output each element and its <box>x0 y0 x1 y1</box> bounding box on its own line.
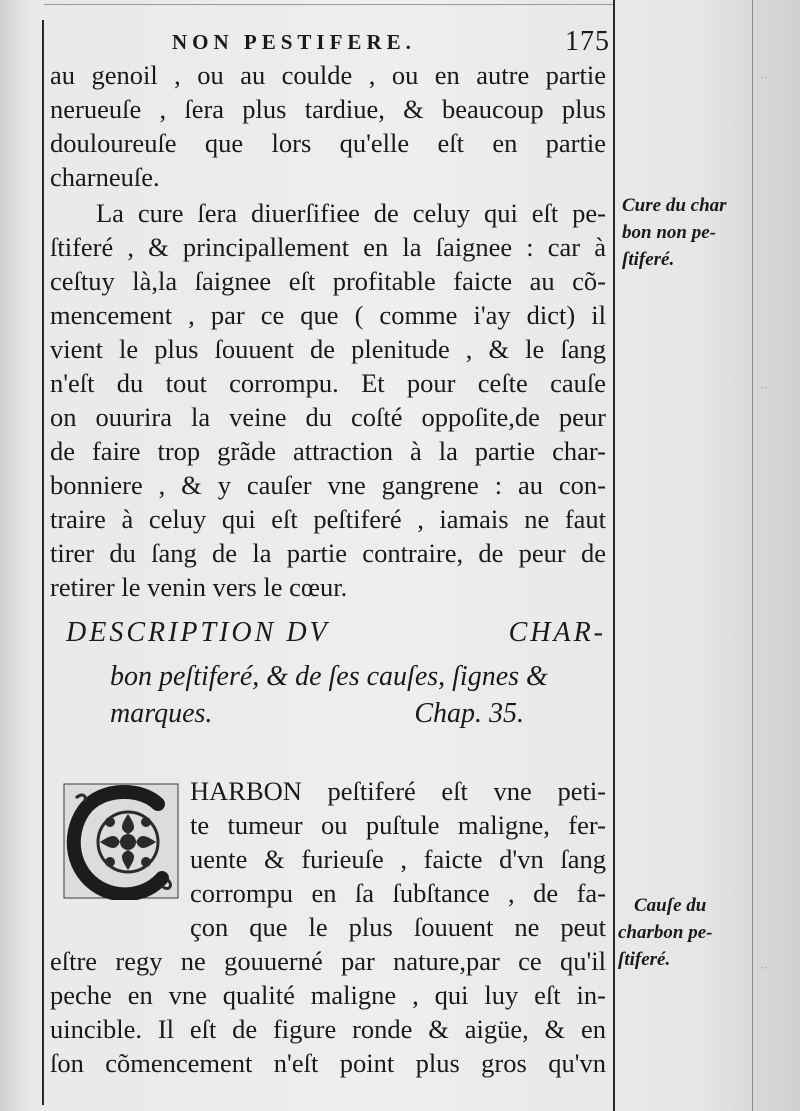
margin-note-line: charbon pe- <box>618 922 713 943</box>
marginal-column-rule <box>613 0 615 1111</box>
text-line: douloureuſe que lors qu'elle eſt en partie <box>50 128 606 158</box>
text-line: mencement , par ce que ( comme i'ay dict) il <box>50 300 606 330</box>
text-line: charneuſe. <box>50 162 160 192</box>
margin-note-line: bon non pe- <box>622 222 716 243</box>
text-line: ceſtuy là,la ſaignee eſt profitable faicte au cõ- <box>50 266 606 296</box>
left-margin-rule <box>42 20 44 1105</box>
text-line: uente & furieuſe , faicte d'vn ſang <box>190 844 606 874</box>
text-line: uincible. Il eſt de figure ronde & aigüe, & en <box>50 1014 606 1044</box>
top-rule <box>44 4 614 5</box>
chapter-title-marques: marques. <box>110 698 213 729</box>
margin-note-cause <box>618 892 712 973</box>
text-line: nerueuſe , ſera plus tardiue, & beaucoup plus <box>50 94 606 124</box>
margin-note-line: Cure du char <box>622 195 727 216</box>
text-line: te tumeur ou puſtule maligne, fer- <box>190 810 606 840</box>
show-through-mark: ·· <box>760 70 768 87</box>
text-line: corrompu en ſa ſubſtance , de fa- <box>190 878 606 908</box>
margin-note-cure <box>622 192 727 273</box>
margin-note-line: ſtiferé. <box>622 249 675 270</box>
ornamental-c-icon <box>62 782 180 900</box>
chapter-number: Chap. 35. <box>414 698 524 729</box>
text-line: au genoil , ou au coulde , ou en autre partie <box>50 60 606 90</box>
page-number: 175 <box>565 26 610 57</box>
text-line: bonniere , & y cauſer vne gangrene : au con- <box>50 470 606 500</box>
text-line: on ouurira la veine du coſté oppoſite,de peur <box>50 402 606 432</box>
chapter-title-part-a: DESCRIPTION DV <box>66 617 330 648</box>
text-line: La cure ſera diuerſifiee de celuy qui eſt pe- <box>96 198 606 228</box>
show-through-mark: ·· <box>760 960 768 977</box>
chapter-title-line-2: bon peſtiferé, & de ſes cauſes, ſignes & <box>110 661 548 692</box>
text-line: n'eſt du tout corrompu. Et pour ceſte cauſe <box>50 368 606 398</box>
margin-note-line: ſtiferé. <box>618 949 671 970</box>
page-header <box>44 26 610 62</box>
text-line: eſtre regy ne gouuerné par nature,par ce qu'il <box>50 946 606 976</box>
text-line: de faire trop grãde attraction à la partie char- <box>50 436 606 466</box>
decorated-initial <box>62 782 180 900</box>
margin-note-line: Cauſe du <box>634 895 707 916</box>
show-through-mark: ·· <box>760 380 768 397</box>
text-line: peche en vne qualité maligne , qui luy eſt in- <box>50 980 606 1010</box>
text-line: çon que le plus ſouuent ne peut <box>190 912 606 942</box>
text-line: retirer le venin vers le cœur. <box>50 572 348 602</box>
chapter-title-part-b: CHAR- <box>508 617 606 648</box>
running-title: NON PESTIFERE. <box>172 30 416 54</box>
right-edge-rule <box>752 0 753 1111</box>
text-line: vient le plus ſouuent de plenitude , & le ſang <box>50 334 606 364</box>
text-line: ſon cõmencement n'eſt point plus gros qu'vn <box>50 1048 606 1078</box>
text-line: ſtiferé , & principallement en la ſaignee : car à <box>50 232 606 262</box>
text-line: HARBON peſtiferé eſt vne peti- <box>190 776 606 806</box>
text-line: tirer du ſang de la partie contraire, de peur de <box>50 538 606 568</box>
text-line: traire à celuy qui eſt peſtiferé , iamais ne faut <box>50 504 606 534</box>
